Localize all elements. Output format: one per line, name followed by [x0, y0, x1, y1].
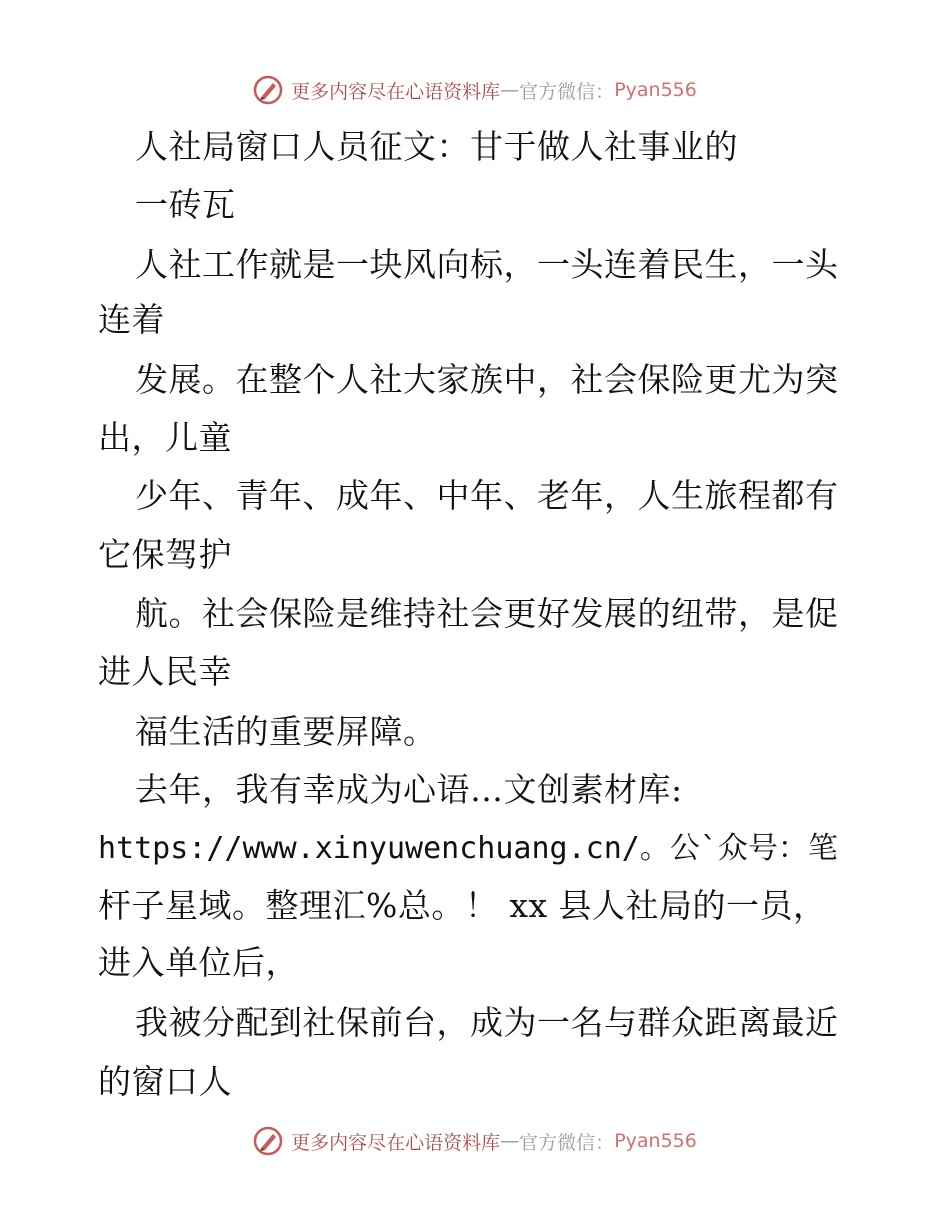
text-line: 杆子星域。整理汇%总。！ xx 县人社局的一员，: [98, 886, 827, 925]
text-line: 连着: [98, 300, 165, 339]
text-line-url: https://www.xinyuwenchuang.cn/。公`众号：笔: [98, 831, 838, 866]
banner-text: 更多内容尽在心语资料库: [291, 80, 501, 103]
header-banner: [0, 70, 950, 110]
text-line: 航。社会保险是维持社会更好发展的纽带，是促: [135, 594, 839, 633]
text-line: 发展。在整个人社大家族中，社会保险更尤为突: [135, 360, 839, 399]
text-line: 少年、青年、成年、中年、老年，人生旅程都有: [135, 476, 839, 515]
banner-wechat-id: Pyan556: [614, 79, 697, 101]
text-line: 的窗口人: [98, 1062, 232, 1101]
banner-wechat-label: 官方微信：: [519, 80, 615, 103]
banner-wechat-id: Pyan556: [614, 1130, 697, 1152]
banner-separator: —: [500, 79, 520, 101]
text-line: 福生活的重要屏障。: [135, 712, 437, 751]
footer-banner: [0, 1121, 950, 1161]
banner-text: 更多内容尽在心语资料库: [291, 1131, 501, 1154]
pen-logo-icon: [253, 75, 283, 105]
title-line-1: 人社局窗口人员征文：甘于做人社事业的: [135, 127, 738, 166]
text-line: 它保驾护: [98, 535, 232, 574]
title-line-2: 一砖瓦: [135, 185, 236, 224]
text-line: 去年，我有幸成为心语…文创素材库:: [135, 770, 683, 809]
banner-wechat-label: 官方微信：: [519, 1131, 615, 1154]
banner-separator: —: [500, 1130, 520, 1152]
text-line: 进人民幸: [98, 652, 232, 691]
text-line: 出，儿童: [98, 418, 232, 457]
pen-logo-icon: [253, 1126, 283, 1156]
text-line: 我被分配到社保前台，成为一名与群众距离最近: [135, 1003, 839, 1042]
text-line: 人社工作就是一块风向标，一头连着民生，一头: [135, 245, 839, 284]
text-line: 进入单位后，: [98, 943, 299, 982]
